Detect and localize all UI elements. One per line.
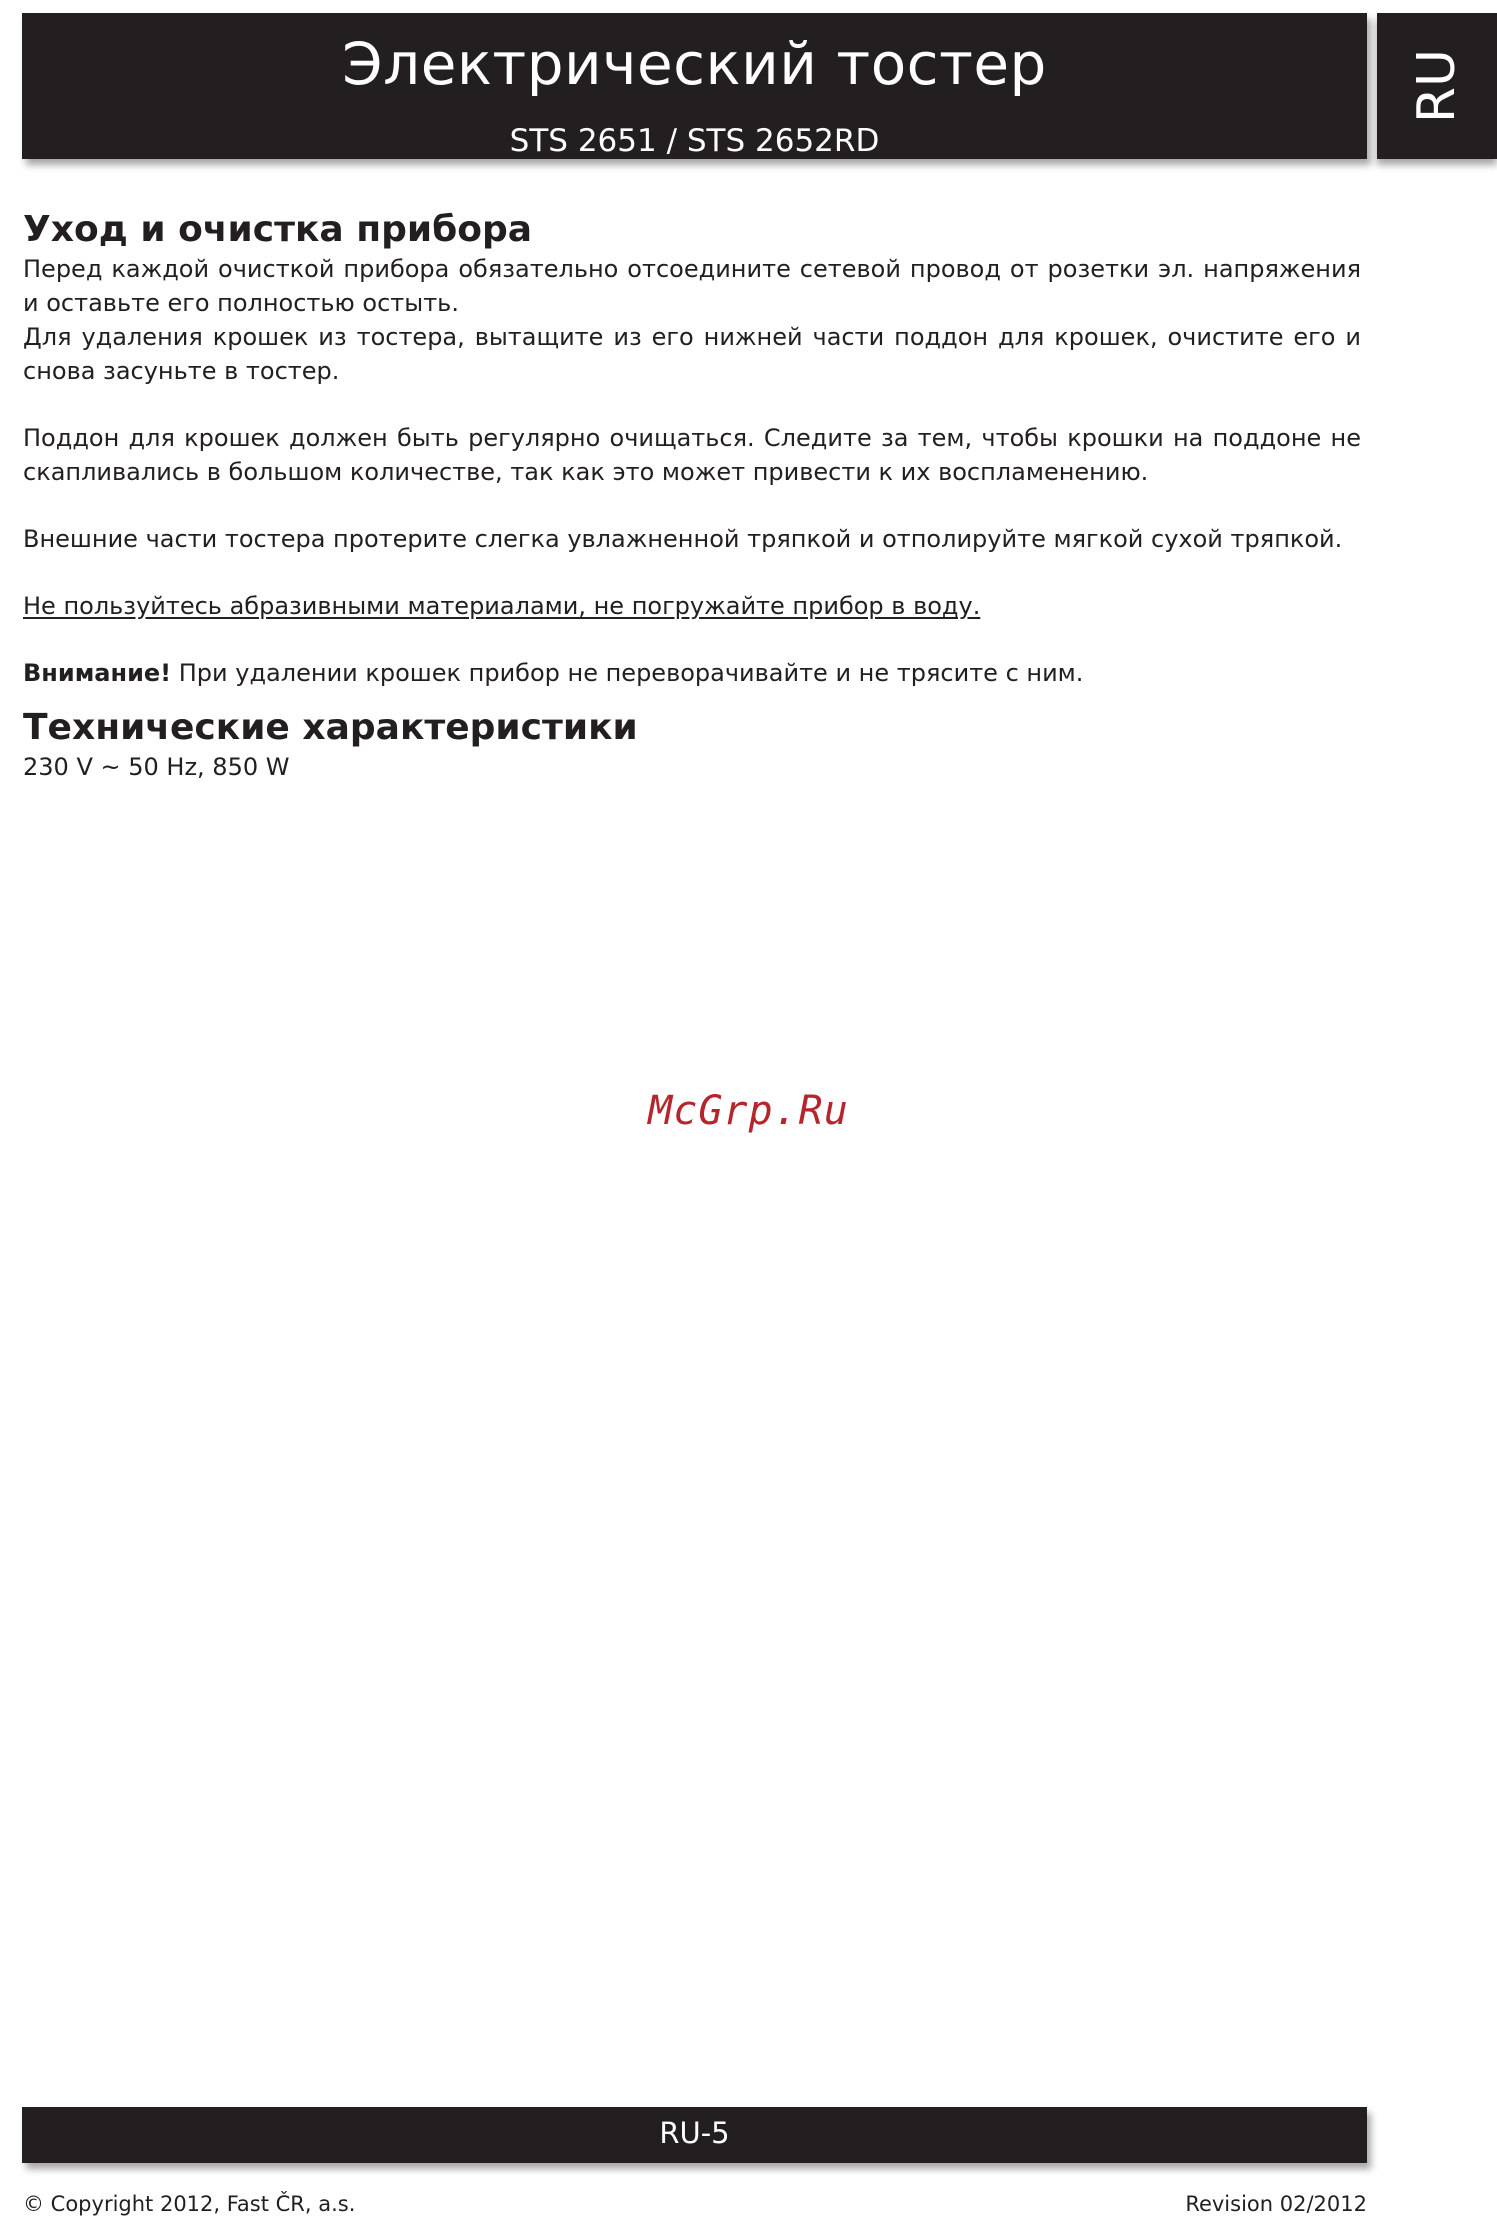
care-paragraph-tray-cleaning: Поддон для крошек должен быть регулярно очищаться. Следите за тем, чтобы крошки на поддоне не скапливались в большом количестве, так как это может привести к их воспламенению. (23, 424, 1361, 486)
watermark: McGrp.Ru (648, 1088, 849, 1134)
copyright: © Copyright 2012, Fast ČR, a.s. (23, 2192, 356, 2216)
care-paragraph-unplug: Перед каждой очисткой прибора обязательно отсоедините сетевой провод от розетки эл. напряжения и оставьте его полностью остыть. (23, 255, 1361, 317)
spacer (23, 489, 1361, 522)
care-warning (23, 656, 1361, 690)
spacer (23, 556, 1361, 589)
footer-bar (22, 2107, 1367, 2163)
model-numbers: STS 2651 / STS 2652RD (509, 123, 880, 159)
page-number: RU-5 (659, 2116, 730, 2150)
specs-value: 230 V ~ 50 Hz, 850 W (23, 753, 290, 781)
language-tab (1377, 13, 1497, 159)
document-title: Электрический тостер (342, 30, 1047, 98)
specs-heading: Технические характеристики (23, 707, 638, 748)
warning-text: При удалении крошек прибор не переворачивайте и не трясите с ним. (171, 659, 1084, 687)
care-paragraph-abrasives: Не пользуйтесь абразивными материалами, не погружайте прибор в воду. (23, 592, 981, 620)
spacer (23, 388, 1361, 421)
warning-label: Внимание! (23, 659, 172, 687)
care-paragraph-crumb-tray: Для удаления крошек из тостера, вытащите из его нижней части поддон для крошек, очистите его и снова засуньте в тостер. (23, 323, 1361, 385)
main-content (23, 208, 1361, 784)
care-heading: Уход и очистка прибора (23, 209, 533, 250)
spacer (23, 623, 1361, 656)
revision: Revision 02/2012 (1185, 2192, 1367, 2216)
header-bar (22, 13, 1367, 159)
care-paragraph-exterior: Внешние части тостера протерите слегка увлажненной тряпкой и отполируйте мягкой сухой тряпкой. (23, 525, 1343, 553)
language-tab-label: RU (1407, 48, 1467, 124)
